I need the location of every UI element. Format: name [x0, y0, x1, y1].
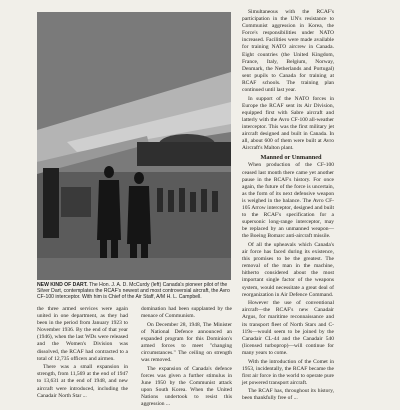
middle-column: [141, 306, 232, 410]
caption-body: The Hon. J. A. D. McCurdy (left) Canada's pioneer pilot of the Silver Dart, contemplates the RCAF's newest and most controversial aircraft, the Avro CF-100 interceptor. With him is Chief of the Air Staff, A/M H. L. Campbell.: [37, 282, 230, 301]
caption-heading: NEW KIND OF DART.: [37, 282, 88, 288]
right-paragraph-1: Simultaneous with the RCAF's participation in the UN's resistance to Communist aggression in Korea, the Force's responsibilities under NATO increased. Facilities were made available for training NATO aircrew in Canada. Eight countries (the United Kingdom, France, Italy, Belgium, Norway, Denmark, the Netherlands and Portugal) sent pupils to Canada for training at RCAF schools. The training plan continued until last year.: [242, 9, 334, 94]
right-paragraph-7: The RCAF has, throughout its history, been thankfully free of ...: [242, 388, 334, 402]
right-paragraph-3: When production of the CF-100 ceased last month there came yet another pause in the RCAF's history. For once again, the future of the force is uncertain, as the form of its next defensive weapon is weighed in the balance. The Avro CF-105 Arrow interceptor, designed and built to the RCAF's specification for a supersonic long-range interceptor, may be replaced by an unmanned weapon—the Boeing Bomarc anti-aircraft missile.: [242, 162, 334, 240]
left-column: [37, 306, 128, 401]
right-paragraph-5: However the use of conventional aircraft—the RCAF's new Canadair Argus, for maritime reconnaissance and its transport fleet of North Stars and C-119s—would seem to be joined by the Canadair CL-44 and the Canadair 540 (licensed turboprop)—will continue for many years to come.: [242, 300, 334, 356]
left-paragraph-2: There was a small expansion in strength, from 11,569 at the end of 1947 to 13,631 at the end of 1948, and new aircraft were introduced, including the Canadair North Star ...: [37, 364, 128, 399]
aircraft-photo: [37, 12, 231, 280]
photo-caption: [37, 282, 231, 301]
photo-illustration: [37, 12, 231, 280]
middle-paragraph-3: The expansion of Canada's defence forces was given a further stimulus in June 1950 by the Communist attack upon South Korea. When the United Nations undertook to resist this aggression ...: [141, 365, 232, 408]
right-paragraph-6: With the introduction of the Comet in 1953, incidentally, the RCAF became the first air force in the world to operate pure jet powered transport aircraft.: [242, 358, 334, 386]
right-paragraph-2: In support of the NATO forces in Europe the RCAF sent its Air Division, equipped first with Sabre aircraft and latterly with the Avro CF-100 all-weather interceptor. This was the first military jet aircraft designed and built in Canada. In all, about 600 of them were built at Avro Aircraft's Malton plant.: [242, 95, 334, 152]
left-paragraph-1: the three armed services were again united in one department, as they had been in the period from January 1923 to November 1936. By the end of that year (1946), when the last WDs were released and the Women's Division was dissolved, the RCAF had contracted to a total of 12,735 officers and airmen.: [37, 306, 128, 362]
right-paragraph-4: Of all the upheavals which Canada's air force has faced during its existence, this promises to be the greatest. The removal of the man in the machine, hitherto considered about the most important single factor of the weapons system, would necessitate a great deal of reorganization in Air Defence Command.: [242, 242, 334, 298]
right-column: [242, 9, 334, 404]
middle-paragraph-1: domination had been supplanted by the menace of Communism.: [141, 306, 232, 320]
section-subheading: Manned or Unmanned: [260, 153, 322, 161]
middle-paragraph-2: On December 28, 1948, The Minister of National Defence announced an expanded program for this Dominion's armed forces to meet "changing circumstances." The ceiling on strength was removed.: [141, 321, 232, 364]
